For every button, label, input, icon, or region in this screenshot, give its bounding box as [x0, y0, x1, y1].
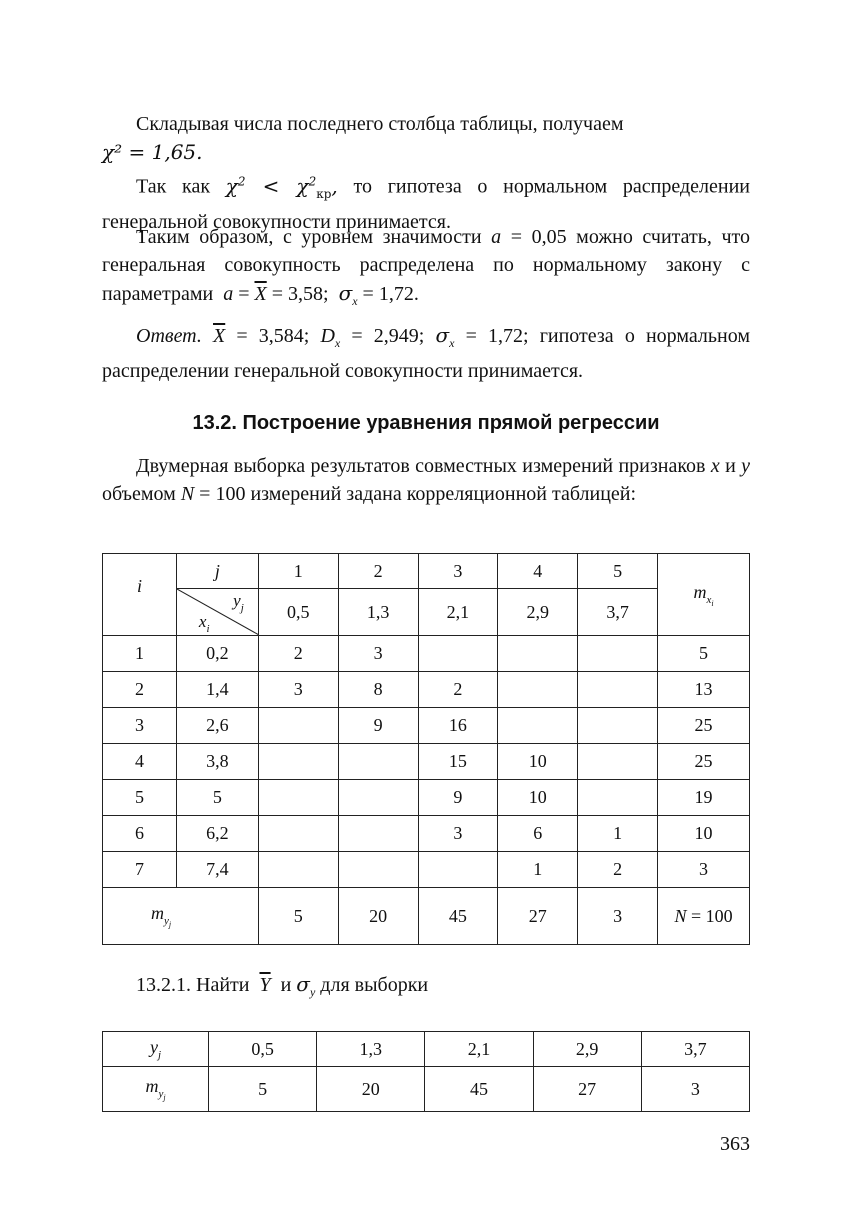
row-x-value: 2,6 [176, 708, 258, 744]
frequency-cell [258, 780, 338, 816]
sample-y: 0,5 [209, 1032, 317, 1067]
row-x-value: 3,8 [176, 744, 258, 780]
frequency-cell: 9 [418, 780, 498, 816]
row-x-value: 0,2 [176, 636, 258, 672]
row-index: 1 [103, 636, 177, 672]
row-total: 10 [658, 816, 750, 852]
frequency-cell [418, 636, 498, 672]
xi-label: $x_i$ [198, 612, 210, 635]
diagonal-line [177, 589, 259, 635]
p2-end: то гипотеза о нормальном распределении генеральной совокупности принимается. [102, 175, 751, 233]
frequency-cell [498, 636, 578, 672]
row-x-value: 7,4 [176, 852, 258, 888]
sample-m: 45 [425, 1067, 533, 1112]
table-row [103, 672, 750, 708]
frequency-cell [338, 816, 418, 852]
j-value: 3 [418, 554, 498, 589]
header-i: i [103, 554, 177, 636]
row-x-value: 6,2 [176, 816, 258, 852]
frequency-cell [258, 744, 338, 780]
p2-formula: $\chi^2 < \chi^2_{кр}$, [225, 173, 338, 201]
frequency-cell: 15 [418, 744, 498, 780]
frequency-cell [498, 672, 578, 708]
frequency-cell: 2 [258, 636, 338, 672]
sample-m: 27 [533, 1067, 641, 1112]
table-row [103, 780, 750, 816]
frequency-cell [338, 780, 418, 816]
j-value: 2 [338, 554, 418, 589]
y-value: 2,9 [498, 589, 578, 636]
row-total: 5 [658, 636, 750, 672]
table-row [103, 708, 750, 744]
sample-m: 3 [641, 1067, 749, 1112]
paragraph-answer: Ответ. $\overline{X} = 3,584$; $D_x = 2,949$; $\sigma_x = 1,72$; гипотеза о нормальном распределении генеральной совокупности принимается. [102, 323, 750, 382]
p2-start: Так как [136, 175, 211, 198]
section-heading: 13.2. Построение уравнения прямой регрессии [192, 412, 660, 434]
frequency-cell [578, 708, 658, 744]
header-mxi: $m_{x_i}$ [658, 554, 750, 636]
row-total: 25 [658, 708, 750, 744]
row-x-value: 1,4 [176, 672, 258, 708]
frequency-cell [338, 852, 418, 888]
p1-formula: χ² = 1,65. [102, 140, 203, 164]
yj-label: $y_j$ [233, 591, 244, 614]
frequency-cell [498, 708, 578, 744]
frequency-cell: 6 [498, 816, 578, 852]
sample-y: 1,3 [317, 1032, 425, 1067]
y-value: 2,1 [418, 589, 498, 636]
y-value: 3,7 [578, 589, 658, 636]
frequency-cell [578, 672, 658, 708]
grand-total: N = 100 [658, 888, 750, 945]
frequency-cell [418, 852, 498, 888]
page-number: 363 [720, 1133, 750, 1155]
header-j: j [176, 554, 258, 589]
row-index: 5 [103, 780, 177, 816]
row-total: 19 [658, 780, 750, 816]
sample-y: 2,1 [425, 1032, 533, 1067]
p3-formula: $a = \overline{X} = 3,58$; $\sigma_x = 1,72$. [223, 281, 419, 308]
row-x-value: 5 [176, 780, 258, 816]
frequency-cell: 8 [338, 672, 418, 708]
frequency-cell: 9 [338, 708, 418, 744]
table-row [103, 816, 750, 852]
j-value: 5 [578, 554, 658, 589]
row-total: 25 [658, 744, 750, 780]
sample-y: 3,7 [641, 1032, 749, 1067]
intro-paragraph: Двумерная выборка результатов совместных измерений признаков x и y объемом N = 100 измерений задана корреляционной таблицей: [102, 455, 750, 505]
header-diagonal-cell [176, 589, 258, 636]
row-label-yj: $y_j$ [103, 1032, 209, 1067]
sample-m: 20 [317, 1067, 425, 1112]
total-cell: 5 [258, 888, 338, 945]
sample-m: 5 [209, 1067, 317, 1112]
row-index: 4 [103, 744, 177, 780]
frequency-cell [578, 780, 658, 816]
frequency-cell [258, 708, 338, 744]
frequency-cell: 3 [418, 816, 498, 852]
total-cell: 45 [418, 888, 498, 945]
total-cell: 27 [498, 888, 578, 945]
row-index: 2 [103, 672, 177, 708]
correlation-table [102, 553, 750, 945]
row-index: 7 [103, 852, 177, 888]
frequency-cell [578, 636, 658, 672]
table-row [103, 852, 750, 888]
footer-myj: $m_{y_j}$ [103, 888, 259, 945]
sample-y: 2,9 [533, 1032, 641, 1067]
answer-label: Ответ. [136, 325, 202, 347]
frequency-cell [258, 852, 338, 888]
frequency-cell [258, 816, 338, 852]
row-label-myj: $m_{y_j}$ [103, 1067, 209, 1112]
frequency-cell: 3 [338, 636, 418, 672]
frequency-cell: 1 [498, 852, 578, 888]
j-value: 4 [498, 554, 578, 589]
table-row [103, 744, 750, 780]
row-index: 3 [103, 708, 177, 744]
frequency-cell: 2 [418, 672, 498, 708]
frequency-cell: 10 [498, 744, 578, 780]
frequency-cell: 1 [578, 816, 658, 852]
frequency-cell: 2 [578, 852, 658, 888]
table-row [103, 636, 750, 672]
paragraph-chi-square-sum [102, 110, 624, 167]
sample-table [102, 1031, 750, 1112]
paragraph-conclusion: Таким образом, с уровнем значимости a = 0,05 можно считать, что генеральная совокупность распределена по нормальному закону с параметрами $a = \overline{X} = 3,58$; $\sigma_x = 1,72$. [102, 226, 750, 308]
row-total: 3 [658, 852, 750, 888]
p1-text: Складывая числа последнего столбца таблицы, получаем [136, 113, 624, 135]
frequency-cell: 16 [418, 708, 498, 744]
row-total: 13 [658, 672, 750, 708]
j-value: 1 [258, 554, 338, 589]
frequency-cell: 10 [498, 780, 578, 816]
frequency-cell [338, 744, 418, 780]
task-paragraph: 13.2.1. Найти $\overline{Y}$ и $\sigma_y$ для выборки [136, 972, 429, 999]
row-index: 6 [103, 816, 177, 852]
y-value: 1,3 [338, 589, 418, 636]
total-cell: 20 [338, 888, 418, 945]
y-value: 0,5 [258, 589, 338, 636]
frequency-cell: 3 [258, 672, 338, 708]
frequency-cell [578, 744, 658, 780]
total-cell: 3 [578, 888, 658, 945]
